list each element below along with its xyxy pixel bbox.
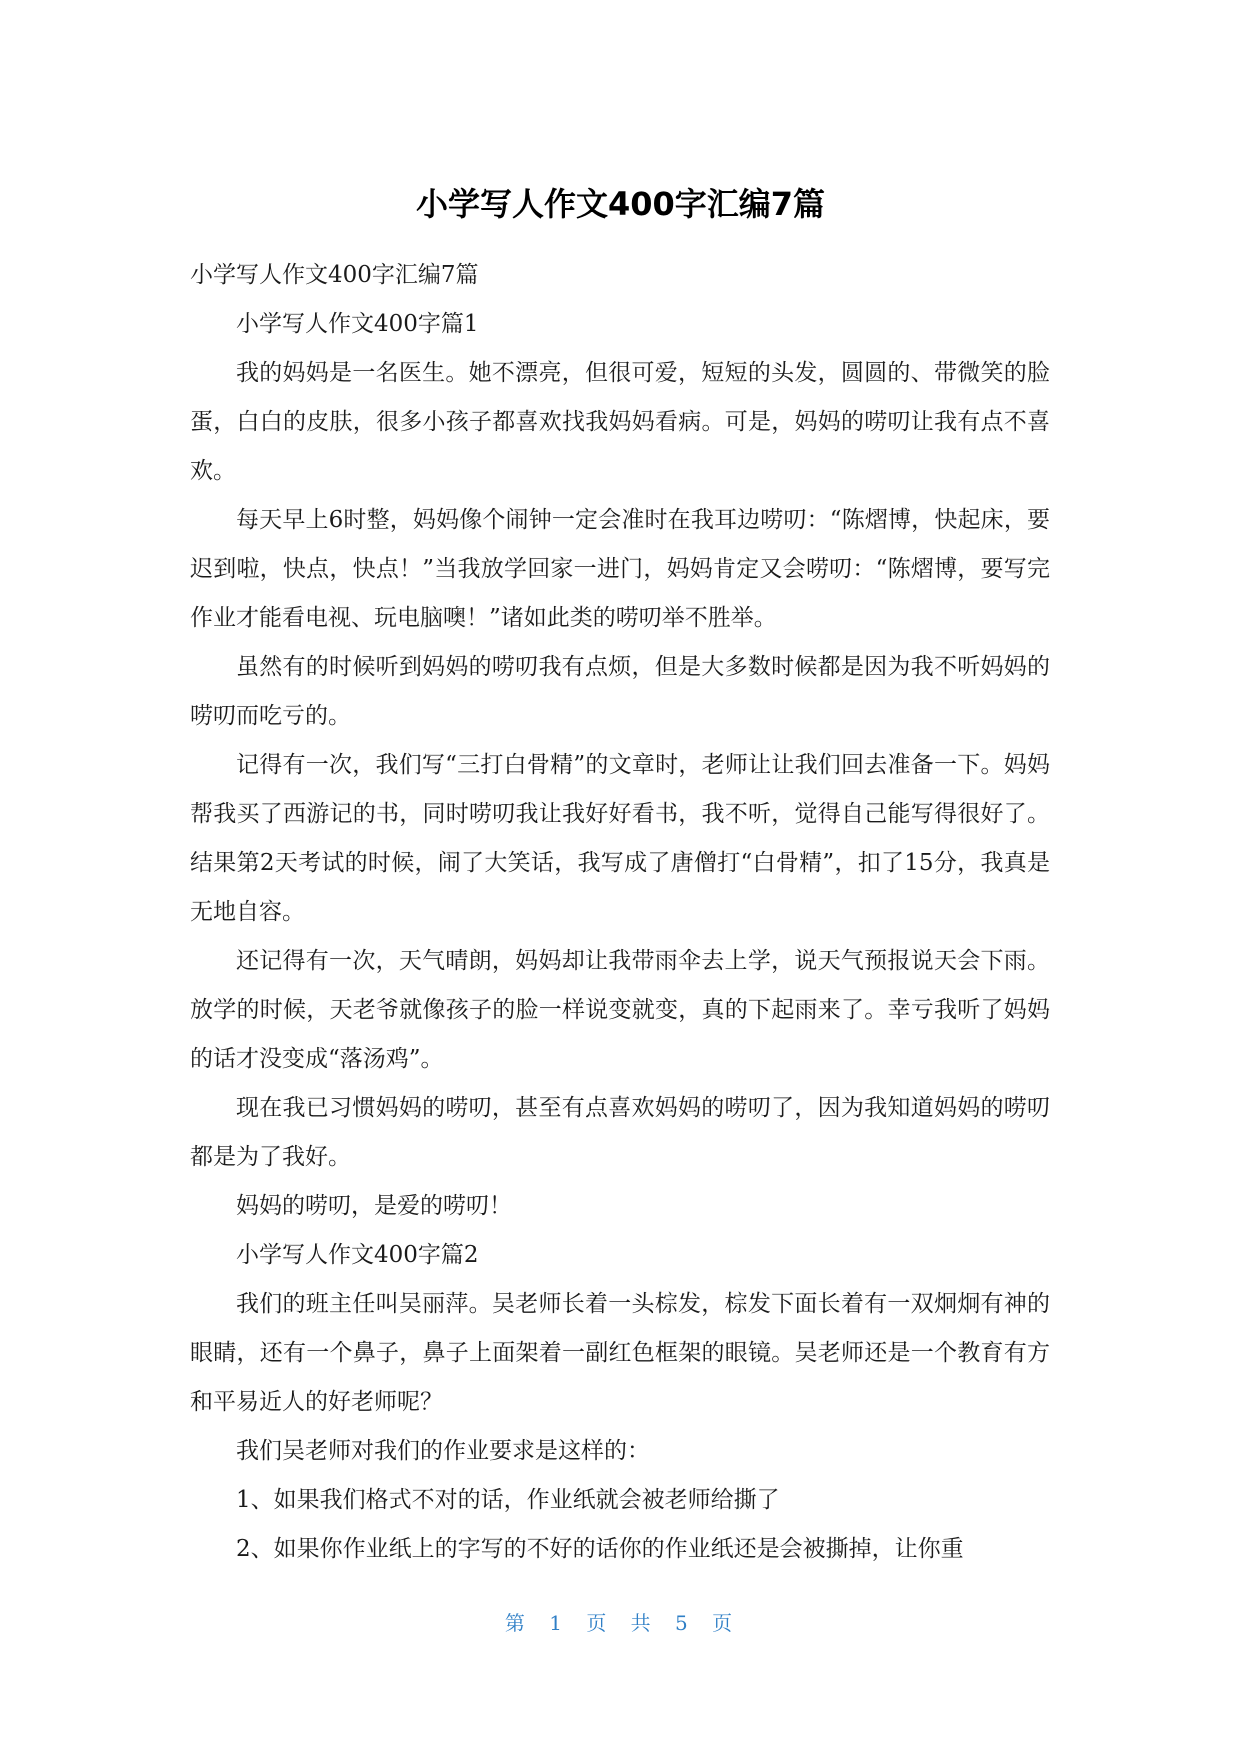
paragraph: 妈妈的唠叨，是爱的唠叨！	[236, 1193, 512, 1219]
paragraph: 现在我已习惯妈妈的唠叨，甚至有点喜欢妈妈的唠叨了，因为我知道妈妈的唠叨都是为了我好。	[190, 1095, 1050, 1170]
subtitle: 小学写人作文400字汇编7篇	[190, 262, 479, 288]
document-title: 小学写人作文400字汇编7篇	[415, 185, 826, 223]
paragraph: 我们吴老师对我们的作业要求是这样的：	[236, 1438, 650, 1464]
paragraph: 虽然有的时候听到妈妈的唠叨我有点烦，但是大多数时候都是因为我不听妈妈的唠叨而吃亏的。	[190, 654, 1050, 729]
paragraph: 小学写人作文400字篇2	[236, 1242, 479, 1268]
paragraph: 小学写人作文400字篇1	[236, 311, 479, 337]
paragraph: 1、如果我们格式不对的话，作业纸就会被老师给撕了	[236, 1487, 780, 1513]
paragraph: 还记得有一次，天气晴朗，妈妈却让我带雨伞去上学，说天气预报说天会下雨。放学的时候，天老爷就像孩子的脸一样说变就变，真的下起雨来了。幸亏我听了妈妈的话才没变成“落汤鸡”。	[190, 948, 1050, 1072]
page-footer: 第 1 页 共 5 页	[504, 1611, 737, 1635]
paragraph: 记得有一次，我们写“三打白骨精”的文章时，老师让让我们回去准备一下。妈妈帮我买了西游记的书，同时唠叨我让我好好看书，我不听，觉得自己能写得很好了。结果第2天考试的时候，闹了大笑话，我写成了唐僧打“白骨精”，扣了15分，我真是无地自容。	[190, 752, 1050, 925]
paragraph: 我的妈妈是一名医生。她不漂亮，但很可爱，短短的头发，圆圆的、带微笑的脸蛋，白白的皮肤，很多小孩子都喜欢找我妈妈看病。可是，妈妈的唠叨让我有点不喜欢。	[190, 360, 1050, 484]
paragraph: 2、如果你作业纸上的字写的不好的话你的作业纸还是会被撕掉，让你重	[236, 1536, 964, 1562]
document-body	[190, 251, 1050, 1574]
paragraph: 每天早上6时整，妈妈像个闹钟一定会准时在我耳边唠叨：“陈熠博，快起床，要迟到啦，快点，快点！”当我放学回家一进门，妈妈肯定又会唠叨：“陈熠博，要写完作业才能看电视、玩电脑噢！”诸如此类的唠叨举不胜举。	[190, 507, 1050, 631]
paragraph: 我们的班主任叫吴丽萍。吴老师长着一头棕发，棕发下面长着有一双炯炯有神的眼睛，还有一个鼻子，鼻子上面架着一副红色框架的眼镜。吴老师还是一个教育有方和平易近人的好老师呢？	[190, 1291, 1050, 1415]
